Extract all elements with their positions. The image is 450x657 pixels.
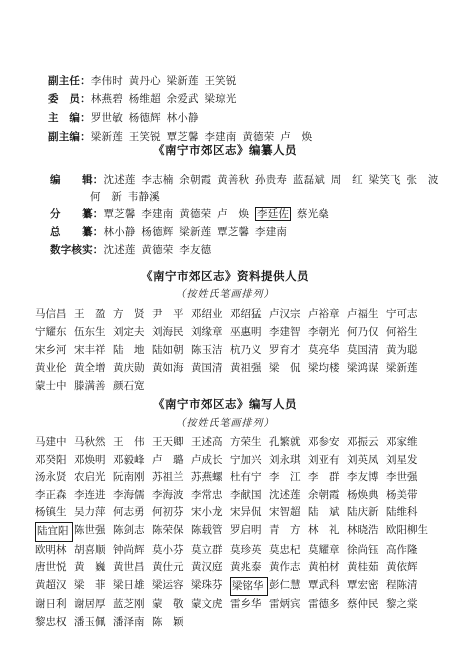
credit-line [48, 93, 242, 106]
editors-section-title: 《南宁市郊区志》编纂人员 [153, 143, 297, 157]
credit-line [48, 75, 242, 88]
person-name: 刘海民 [152, 326, 184, 338]
person-name: 黄桂茹 [347, 561, 379, 574]
person-name: 陆宜阳 [35, 522, 73, 542]
person-name: 韦静溪 [127, 191, 160, 203]
person-name: 卢裕章 [308, 308, 340, 320]
person-name: 黄祖强 [230, 362, 262, 374]
person-name: 余朝霞 [308, 488, 340, 501]
person-name: 陆 地 [113, 344, 145, 356]
person-name: 蓝磊斌 [292, 174, 325, 186]
person-name: 李友博 [347, 471, 379, 484]
person-name: 黄丹心 [128, 75, 161, 87]
person-name: 何裕生 [386, 326, 418, 338]
person-name: 梁鸿谋 [347, 362, 379, 374]
person-name: 邓家维 [386, 436, 418, 448]
person-name: 林小静 [103, 226, 136, 238]
person-name: 覃芝馨 [166, 131, 199, 143]
person-name: 唐世悦 [35, 561, 67, 574]
person-name: 梁 侃 [269, 362, 301, 374]
person-name: 杨焕典 [347, 488, 379, 501]
person-name: 林晓浩 [347, 523, 379, 536]
person-name: 覃宏密 [347, 578, 379, 591]
person-name: 彭仁慧 [269, 578, 301, 591]
person-name: 马建中 [35, 436, 67, 448]
person-name: 雷炳宾 [269, 598, 301, 611]
person-name: 农启光 [74, 471, 106, 484]
person-name: 李朝光 [308, 326, 340, 338]
person-name: 黄 巍 [74, 561, 106, 574]
person-name: 潘玉佩 [74, 615, 106, 628]
credit-line [90, 191, 166, 204]
person-name: 邓参安 [308, 436, 340, 448]
person-name: 黄德荣 [141, 244, 174, 256]
person-name: 杨德辉 [141, 226, 174, 238]
person-name: 黄仕元 [152, 561, 184, 574]
person-name: 方 贤 [113, 308, 145, 320]
role-label: 委 员： [48, 93, 91, 105]
person-name: 沈述莲 [103, 244, 136, 256]
person-name: 宋乡河 [35, 344, 67, 356]
person-name: 宁可志 [386, 308, 418, 320]
person-name: 刘缘章 [191, 326, 223, 338]
person-name: 马信昌 [35, 308, 67, 320]
person-name: 邓振云 [347, 436, 379, 448]
person-name: 刘永琪 [269, 453, 301, 466]
person-name: 高作隆 [386, 543, 418, 556]
person-name: 王天卿 [152, 436, 184, 448]
person-name: 宋智超 [269, 506, 301, 519]
person-name: 宋小龙 [191, 506, 223, 519]
person-name: 黄依辉 [386, 561, 418, 574]
writers-section-subtitle: （按姓氏笔画排列） [175, 418, 275, 429]
person-name: 蒙 敬 [152, 598, 184, 611]
person-name: 蒙文虎 [191, 598, 223, 611]
person-name: 黄庆勋 [113, 362, 145, 374]
role-label: 编 辑： [50, 174, 104, 186]
person-name: 王述高 [191, 436, 223, 448]
person-name: 伍东生 [74, 326, 106, 338]
person-name: 方荣生 [230, 436, 262, 448]
person-name: 汤永贤 [35, 471, 67, 484]
person-name: 李常忠 [191, 488, 223, 501]
person-name: 黄善秋 [217, 174, 250, 186]
person-name: 谢居厚 [74, 598, 106, 611]
person-name: 杨德辉 [128, 112, 161, 124]
person-name: 李友德 [179, 244, 212, 256]
person-name: 刘定夫 [113, 326, 145, 338]
person-name: 李 江 [269, 471, 301, 484]
person-name: 何初芬 [152, 506, 184, 519]
person-name: 邓绍业 [191, 308, 223, 320]
person-name: 卢汉宗 [269, 308, 301, 320]
person-name: 莫亮华 [308, 344, 340, 356]
person-name: 蔡仲民 [347, 598, 379, 611]
person-name: 王笑锐 [204, 75, 237, 87]
person-name: 欧阳柳生 [386, 523, 428, 536]
person-name: 宋丰祥 [74, 344, 106, 356]
person-name: 李世强 [386, 471, 418, 484]
person-name: 李海儒 [113, 488, 145, 501]
person-name: 潘泽南 [113, 615, 145, 628]
person-name: 李建南 [141, 208, 174, 220]
person-name: 黄柏材 [308, 561, 340, 574]
person-name: 黄超汉 [35, 578, 67, 591]
providers-section-title: 《南宁市郊区志》资料提供人员 [141, 269, 309, 283]
person-name: 宁加兴 [230, 453, 262, 466]
person-name: 黄国清 [191, 362, 223, 374]
person-name: 陈荣保 [152, 523, 184, 536]
person-name: 杨美带 [386, 488, 418, 501]
person-name: 蒙士中 [35, 380, 67, 392]
person-name: 沈述莲 [103, 174, 136, 186]
person-name: 周 红 [330, 174, 363, 186]
person-name: 胡喜顺 [74, 543, 106, 556]
person-name: 杭乃义 [230, 344, 262, 356]
person-name: 王 盈 [74, 308, 106, 320]
person-name: 尹 平 [152, 308, 184, 320]
person-name: 雷德多 [308, 598, 340, 611]
person-name: 陈 颖 [152, 615, 184, 628]
person-name: 杨镇生 [35, 506, 67, 519]
person-name: 邓绍猛 [230, 308, 262, 320]
role-label: 主 编： [48, 112, 91, 124]
person-name: 王 伟 [113, 436, 145, 448]
person-name: 卢福生 [347, 308, 379, 320]
person-name: 李建南 [204, 131, 237, 143]
person-name: 蔡光燊 [296, 208, 329, 220]
role-label: 分 纂： [50, 208, 104, 220]
person-name: 余爱武 [166, 93, 199, 105]
person-name: 梁笑飞 [368, 174, 401, 186]
person-name: 孙贵寿 [255, 174, 288, 186]
person-name: 黎之棠 [386, 598, 418, 611]
person-name: 覃武科 [308, 578, 340, 591]
person-name: 李 群 [308, 471, 340, 484]
person-name: 卢 焕 [280, 131, 313, 143]
person-name: 黄兆泰 [230, 561, 262, 574]
person-name: 杜有宁 [230, 471, 262, 484]
person-name: 刘亚有 [308, 453, 340, 466]
person-name: 林小静 [166, 112, 199, 124]
person-name: 梁琼光 [204, 93, 237, 105]
role-label: 副主任： [48, 75, 91, 87]
person-name: 李海波 [152, 488, 184, 501]
person-name: 苏祖兰 [152, 471, 184, 484]
person-name: 莫立群 [191, 543, 223, 556]
person-name: 徐尚钰 [347, 543, 379, 556]
person-name: 余朝霞 [179, 174, 212, 186]
person-name: 谢日利 [35, 598, 67, 611]
person-name: 梁 菲 [74, 578, 106, 591]
person-name: 莫忠杞 [269, 543, 301, 556]
person-name: 巫惠明 [230, 326, 262, 338]
person-name: 黄德荣 [179, 208, 212, 220]
person-name: 程陈清 [386, 578, 418, 591]
role-label: 总 纂： [50, 226, 104, 238]
person-name: 梁铭华 [230, 577, 268, 597]
person-name: 卢 焕 [217, 208, 250, 220]
person-name: 卢成长 [191, 453, 223, 466]
person-name: 黎忠权 [35, 615, 67, 628]
person-name: 苏燕螺 [191, 471, 223, 484]
credit-line [50, 226, 293, 239]
person-name: 钟尚辉 [113, 543, 145, 556]
person-name: 陆维科 [386, 506, 418, 519]
person-name: 陆如朝 [152, 344, 184, 356]
person-name: 李献国 [230, 488, 262, 501]
credit-line [48, 112, 204, 125]
person-name: 梁新莲 [166, 75, 199, 87]
person-name: 陆庆新 [347, 506, 379, 519]
person-name: 黄业伦 [35, 362, 67, 374]
person-name: 李建南 [255, 226, 288, 238]
person-name: 李建智 [269, 326, 301, 338]
role-label: 数字核实： [50, 244, 104, 256]
credit-line [50, 244, 217, 257]
person-name: 何志勇 [113, 506, 145, 519]
person-name: 雷乡华 [230, 598, 262, 611]
person-name: 黄德荣 [242, 131, 275, 143]
person-name: 李志楠 [141, 174, 174, 186]
person-name: 莫耀章 [308, 543, 340, 556]
person-name: 吴力萍 [74, 506, 106, 519]
person-name: 林 礼 [308, 523, 340, 536]
providers-name-grid [35, 305, 425, 395]
writers-name-grid [35, 434, 428, 632]
person-name: 覃芝馨 [103, 208, 136, 220]
person-name: 覃芝馨 [217, 226, 250, 238]
person-name: 欧明林 [35, 543, 67, 556]
person-name: 莫珍英 [230, 543, 262, 556]
person-name: 阮南刚 [113, 471, 145, 484]
person-name: 梁珠芬 [191, 578, 223, 591]
person-name: 刘英凤 [347, 453, 379, 466]
person-name: 梁新莲 [386, 362, 418, 374]
person-name: 陈世强 [74, 523, 106, 536]
person-name: 莫小芬 [152, 543, 184, 556]
providers-section-subtitle: （按姓氏笔画排列） [175, 289, 275, 300]
person-name: 颜石宽 [113, 380, 145, 392]
person-name: 李连进 [74, 488, 106, 501]
person-name: 黄世昌 [113, 561, 145, 574]
person-name: 林燕碧 [90, 93, 123, 105]
person-name: 黄为聪 [386, 344, 418, 356]
person-name: 陈载管 [191, 523, 223, 536]
person-name: 宋异侃 [230, 506, 262, 519]
person-name: 宁耀东 [35, 326, 67, 338]
person-name: 孔繁就 [269, 436, 301, 448]
person-name: 马秋然 [74, 436, 106, 448]
person-name: 罗世敏 [90, 112, 123, 124]
person-name: 黄如海 [152, 362, 184, 374]
person-name: 黄作志 [269, 561, 301, 574]
person-name: 李正森 [35, 488, 67, 501]
person-name: 莫国清 [347, 344, 379, 356]
writers-section-title: 《南宁市郊区志》编写人员 [153, 397, 297, 411]
person-name: 梁运容 [152, 578, 184, 591]
person-name: 邓毅峰 [113, 453, 145, 466]
person-name: 陈玉洁 [191, 344, 223, 356]
person-name: 邓癸阳 [35, 453, 67, 466]
person-name: 黄全增 [74, 362, 106, 374]
person-name: 何乃仅 [347, 326, 379, 338]
person-name: 王笑锐 [128, 131, 161, 143]
person-name: 陆 斌 [308, 506, 340, 519]
person-name: 沈述莲 [269, 488, 301, 501]
person-name: 蓝芝刚 [113, 598, 145, 611]
person-name: 李伟时 [90, 75, 123, 87]
person-name: 陈剑志 [113, 523, 145, 536]
credit-line [50, 174, 444, 187]
person-name: 杨维超 [128, 93, 161, 105]
person-name: 黄汉庭 [191, 561, 223, 574]
person-name: 梁新莲 [90, 131, 123, 143]
person-name: 罗启明 [230, 523, 262, 536]
person-name: 李廷佐 [257, 208, 290, 220]
person-name: 何 新 [90, 191, 123, 203]
person-name: 张 波 [406, 174, 439, 186]
person-name: 滕满善 [74, 380, 106, 392]
person-name: 卢 璐 [152, 453, 184, 466]
person-name: 梁新莲 [179, 226, 212, 238]
role-label: 副主编： [48, 131, 91, 143]
person-name: 罗育才 [269, 344, 301, 356]
credit-line [50, 208, 335, 221]
person-name: 青 方 [269, 523, 301, 536]
person-name: 刘星发 [386, 453, 418, 466]
person-name: 梁日雄 [113, 578, 145, 591]
person-name: 邓焕明 [74, 453, 106, 466]
person-name: 梁均楼 [308, 362, 340, 374]
